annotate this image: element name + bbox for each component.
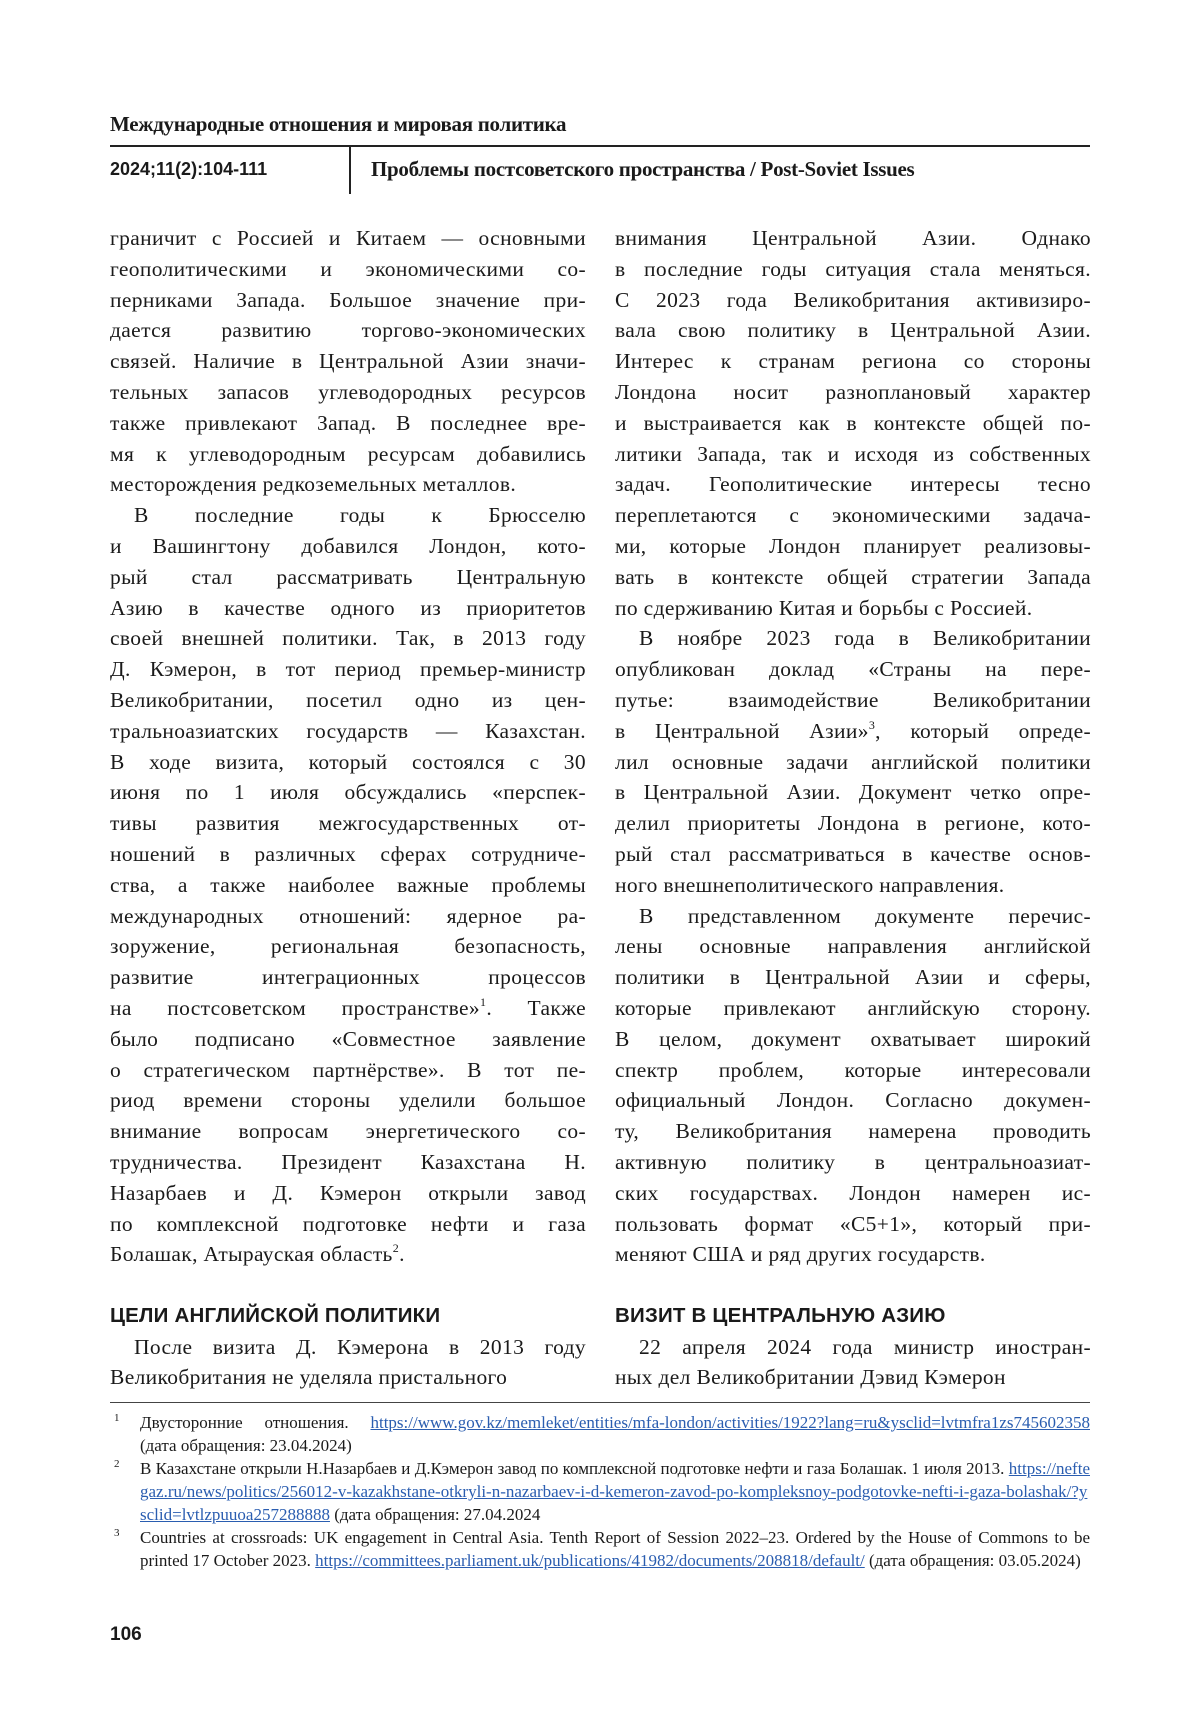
- text-line: Лондона носит разноплановый характер: [615, 377, 1091, 408]
- text-line: вать в контексте общей стратегии Запада: [615, 562, 1091, 593]
- section-heading: ЦЕЛИ АНГЛИЙСКОЙ ПОЛИТИКИ: [110, 1301, 586, 1332]
- text-line: ства, а также наиболее важные проблемы: [110, 870, 586, 901]
- header-divider: [349, 146, 351, 194]
- text-line: Великобритании, посетил одно из цен-: [110, 685, 586, 716]
- text-line: ских государствах. Лондон намерен ис-: [615, 1178, 1091, 1209]
- line-text: в Центральной Азии»: [615, 719, 869, 743]
- text-line: зоружение, региональная безопасность,: [110, 931, 586, 962]
- text-line: по комплексной подготовке нефти и газа: [110, 1209, 586, 1240]
- footnote: [110, 1457, 1090, 1526]
- text-line: также привлекают Запад. В последнее вре-: [110, 408, 586, 439]
- text-line: делил приоритеты Лондона в регионе, кото-: [615, 808, 1091, 839]
- paragraph: [110, 1332, 586, 1394]
- line-text: .: [399, 1242, 405, 1266]
- text-line: месторождения редкоземельных металлов.: [110, 469, 586, 500]
- text-line: После визита Д. Кэмерона в 2013 году: [110, 1332, 586, 1363]
- text-line: мя к углеводородным ресурсам добавились: [110, 439, 586, 470]
- line-text: . Также: [486, 996, 586, 1020]
- text-line: пользовать формат «С5+1», который при-: [615, 1209, 1091, 1240]
- paragraph: [110, 223, 586, 500]
- footnote-link[interactable]: https://committees.parliament.uk/publications/41982/documents/208818/default/: [315, 1551, 865, 1570]
- text-line: тивы развития межгосударственных от-: [110, 808, 586, 839]
- text-line: в последние годы ситуация стала меняться.: [615, 254, 1091, 285]
- text-line: тельных запасов углеводородных ресурсов: [110, 377, 586, 408]
- text-line: литики Запада, так и исходя из собственных: [615, 439, 1091, 470]
- footnote-text: Двусторонние отношения.: [140, 1413, 370, 1432]
- text-line: Назарбаев и Д. Кэмерон открыли завод: [110, 1178, 586, 1209]
- journal-name: Проблемы постсоветского пространства / Post-Soviet Issues: [371, 157, 914, 182]
- footnote-access-date: (дата обращения: 23.04.2024): [140, 1436, 352, 1455]
- line-text: на постсоветском пространстве»: [110, 996, 480, 1020]
- issue-citation: 2024;11(2):104-111: [110, 159, 267, 180]
- footnote-link[interactable]: https://neftegaz.ru/news/politics/256012-v-kazakhstane-otkryli-n-nazarbaev-i-d-kemeron-zavod-po-kompleksnoy-podgotovke-nefti-i-gaza-bolashak/?ysclid=lvtlzpuuoa257288888: [140, 1459, 1090, 1524]
- paragraph: [110, 500, 586, 1270]
- text-line: было подписано «Совместное заявление: [110, 1024, 586, 1055]
- text-line: [110, 1239, 586, 1270]
- text-line: внимание вопросам энергетического со-: [110, 1116, 586, 1147]
- section-heading: ВИЗИТ В ЦЕНТРАЛЬНУЮ АЗИЮ: [615, 1301, 1091, 1332]
- text-line: связей. Наличие в Центральной Азии значи-: [110, 346, 586, 377]
- text-column-left: [110, 223, 586, 1393]
- text-line: рый стал рассматриваться в качестве основ-: [615, 839, 1091, 870]
- text-line: Интерес к странам региона со стороны: [615, 346, 1091, 377]
- footnote-number: 3: [114, 1522, 120, 1545]
- text-line: активную политику в центральноазиат-: [615, 1147, 1091, 1178]
- footnote-ref[interactable]: 2: [393, 1241, 399, 1255]
- text-line: и выстраивается как в контексте общей по-: [615, 408, 1091, 439]
- text-line: и Вашингтону добавился Лондон, кото-: [110, 531, 586, 562]
- text-line: В ходе визита, который состоялся с 30: [110, 747, 586, 778]
- text-line: В представленном документе перечис-: [615, 901, 1091, 932]
- footnote-text: В Казахстане открыли Н.Назарбаев и Д.Кэмерон завод по комплексной подготовке нефти и газа Болашак. 1 июля 2013.: [140, 1459, 1009, 1478]
- paragraph: [615, 1332, 1091, 1394]
- text-line: своей внешней политики. Так, в 2013 году: [110, 623, 586, 654]
- footnote-ref[interactable]: 3: [869, 718, 875, 732]
- text-line: развитие интеграционных процессов: [110, 962, 586, 993]
- text-line: переплетаются с экономическими задача-: [615, 500, 1091, 531]
- footnote: [110, 1411, 1090, 1457]
- text-line: В последние годы к Брюсселю: [110, 500, 586, 531]
- text-line: лены основные направления английской: [615, 931, 1091, 962]
- text-line: [615, 716, 1091, 747]
- text-line: ношений в различных сферах сотрудниче-: [110, 839, 586, 870]
- text-line: граничит с Россией и Китаем — основными: [110, 223, 586, 254]
- text-line: ных дел Великобритании Дэвид Кэмерон: [615, 1362, 1091, 1393]
- text-line: лил основные задачи английской политики: [615, 747, 1091, 778]
- line-text: , который опреде-: [875, 719, 1091, 743]
- footnote-number: 1: [114, 1407, 120, 1430]
- footnote-ref[interactable]: 1: [480, 995, 486, 1009]
- text-line: официальный Лондон. Согласно докумен-: [615, 1085, 1091, 1116]
- journal-section-title: Международные отношения и мировая политика: [110, 112, 566, 137]
- text-line: С 2023 года Великобритания активизиро-: [615, 285, 1091, 316]
- text-line: задач. Геополитические интересы тесно: [615, 469, 1091, 500]
- paragraph: [615, 223, 1091, 623]
- text-line: Азию в качестве одного из приоритетов: [110, 593, 586, 624]
- footnote-link[interactable]: https://www.gov.kz/memleket/entities/mfa-london/activities/1922?lang=ru&ysclid=lvtmfra1zs745602358: [370, 1413, 1090, 1432]
- footnote: [110, 1526, 1090, 1572]
- text-line: опубликован доклад «Страны на пере-: [615, 654, 1091, 685]
- footnotes: [110, 1411, 1090, 1572]
- footnote-access-date: (дата обращения: 03.05.2024): [865, 1551, 1081, 1570]
- text-line: перниками Запада. Большое значение при-: [110, 285, 586, 316]
- page-number: 106: [110, 1624, 142, 1646]
- text-line: ми, которые Лондон планирует реализовы-: [615, 531, 1091, 562]
- text-line: в Центральной Азии. Документ четко опре-: [615, 777, 1091, 808]
- text-line: которые привлекают английскую сторону.: [615, 993, 1091, 1024]
- text-line: спектр проблем, которые интересовали: [615, 1055, 1091, 1086]
- footnote-number: 2: [114, 1453, 120, 1476]
- footnote-rule: [110, 1402, 1090, 1403]
- paragraph: [615, 901, 1091, 1271]
- text-line: Д. Кэмерон, в тот период премьер-министр: [110, 654, 586, 685]
- text-line: о стратегическом партнёрстве». В тот пе-: [110, 1055, 586, 1086]
- text-line: В ноябре 2023 года в Великобритании: [615, 623, 1091, 654]
- text-line: тральноазиатских государств — Казахстан.: [110, 716, 586, 747]
- text-line: Великобритания не уделяла пристального: [110, 1362, 586, 1393]
- text-line: В целом, документ охватывает широкий: [615, 1024, 1091, 1055]
- text-line: риод времени стороны уделили большое: [110, 1085, 586, 1116]
- text-line: вала свою политику в Центральной Азии.: [615, 315, 1091, 346]
- text-line: меняют США и ряд других государств.: [615, 1239, 1091, 1270]
- text-line: 22 апреля 2024 года министр иностран-: [615, 1332, 1091, 1363]
- text-line: путье: взаимодействие Великобритании: [615, 685, 1091, 716]
- text-line: международных отношений: ядерное ра-: [110, 901, 586, 932]
- text-line: рый стал рассматривать Центральную: [110, 562, 586, 593]
- paragraph: [615, 623, 1091, 900]
- text-column-right: [615, 223, 1091, 1393]
- text-line: внимания Центральной Азии. Однако: [615, 223, 1091, 254]
- text-line: ту, Великобритания намерена проводить: [615, 1116, 1091, 1147]
- footnote-access-date: (дата обращения: 27.04.2024: [330, 1505, 540, 1524]
- text-line: по сдерживанию Китая и борьбы с Россией.: [615, 593, 1091, 624]
- text-line: июня по 1 июля обсуждались «перспек-: [110, 777, 586, 808]
- text-line: дается развитию торгово-экономических: [110, 315, 586, 346]
- line-text: Болашак, Атырауская область: [110, 1242, 393, 1266]
- text-line: трудничества. Президент Казахстана Н.: [110, 1147, 586, 1178]
- text-line: [110, 993, 586, 1024]
- text-line: геополитическими и экономическими со-: [110, 254, 586, 285]
- text-line: политики в Центральной Азии и сферы,: [615, 962, 1091, 993]
- header-rule: [110, 145, 1090, 147]
- text-line: ного внешнеполитического направления.: [615, 870, 1091, 901]
- footnote-text: Countries at crossroads: UK engagement in Central Asia. Tenth Report of Session 2022–23. Ordered by the House of Commons to be printed 17 October 2023.: [140, 1528, 1090, 1570]
